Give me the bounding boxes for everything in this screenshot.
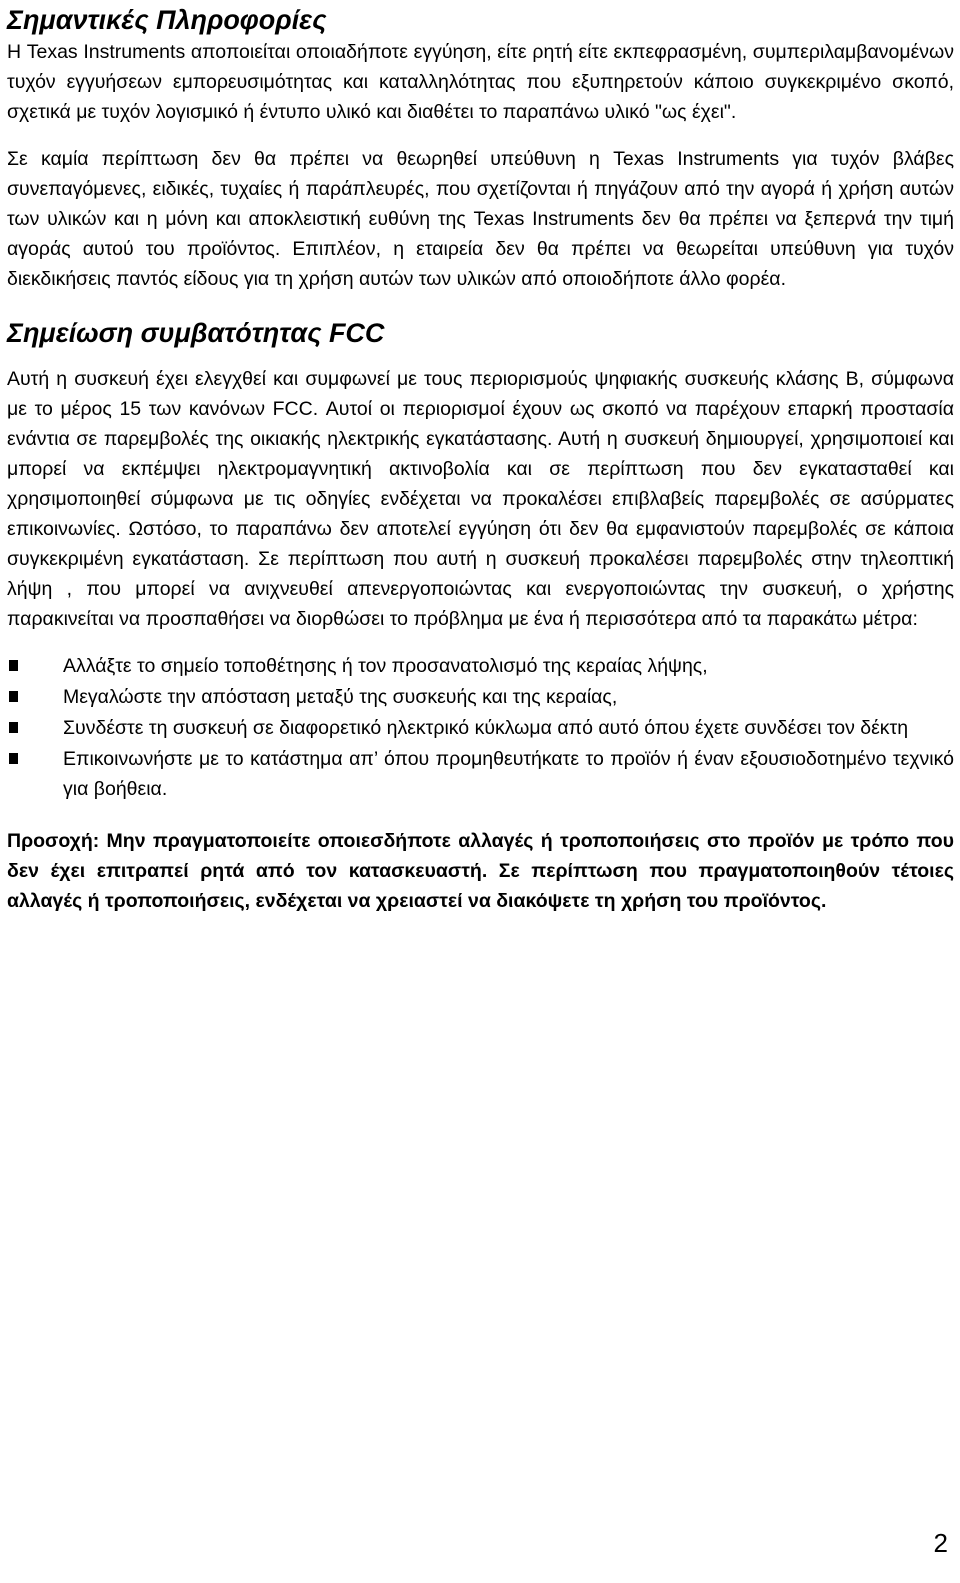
warning-paragraph: Προσοχή: Μην πραγματοποιείτε οποιεσδήποτε αλλαγές ή τροποποιήσεις στο προϊόν με τρόπο που δεν έχει επιτραπεί ρητά από τον κατασκευαστή. Σε περίπτωση που πραγματοποιηθούν τέτοιες αλλαγές ή τροποποιήσεις, ενδέχεται να χρειαστεί να διακόψετε τη χρήση του προϊόντος. bbox=[7, 830, 954, 912]
list-item bbox=[7, 744, 954, 804]
list-item bbox=[7, 651, 954, 681]
square-bullet-icon bbox=[9, 753, 18, 764]
fcc-paragraph: Αυτή η συσκευή έχει ελεγχθεί και συμφωνεί με τους περιορισμούς ψηφιακής συσκευής κλάσης B, σύμφωνα με το μέρος 15 των κανόνων FCC. Αυτοί οι περιορισμοί έχουν ως σκοπό να παρέχουν επαρκή προστασία ενάντια σε παρεμβολές της οικιακής ηλεκτρικής εγκατάστασης. Αυτή η συσκευή δημιουργεί, χρησιμοποιεί και μπορεί να εκπέμψει ηλεκτρομαγνητική ακτινοβολία και σε περίπτωση που δεν εγκατασταθεί και χρησιμοποιηθεί σύμφωνα με τις οδηγίες ενδέχεται να προκαλέσει επιβλαβείς παρεμβολές σε ασύρματες επικοινωνίες. Ωστόσο, το παραπάνω δεν αποτελεί εγγύηση ότι δεν θα εμφανιστούν παρεμβολές σε κάποια συγκεκριμένη εγκατάσταση. Σε περίπτωση που αυτή η συσκευή προκαλέσει παρεμβολές στην τηλεοπτική λήψη , που μπορεί να ανιχνευθεί απενεργοποιώντας και ενεργοποιώντας την συσκευή, ο χρήστης παρακινείται να προσπαθήσει να διορθώσει το πρόβλημα με ένα ή περισσότερα από τα παρακάτω μέτρα: bbox=[7, 368, 954, 630]
square-bullet-icon bbox=[9, 660, 18, 671]
section-title-fcc: Σημείωση συμβατότητας FCC bbox=[7, 318, 385, 348]
disclaimer-paragraph-1: Η Texas Instruments αποποιείται οποιαδήποτε εγγύηση, είτε ρητή είτε εκπεφρασμένη, συμπεριλαμβανομένων τυχόν εγγυήσεων εμπορευσιμότητας και καταλληλότητας που εξυπηρετούν κάποιο συγκεκριμένο σκοπό, σχετικά με τυχόν λογισμικό ή έντυπο υλικό και διαθέτει το παραπάνω υλικό "ως έχει". bbox=[7, 41, 954, 123]
list-item-text: Αλλάξτε το σημείο τοποθέτησης ή τον προσανατολισμό της κεραίας λήψης, bbox=[63, 655, 708, 677]
square-bullet-icon bbox=[9, 691, 18, 702]
list-item-text: Μεγαλώστε την απόσταση μεταξύ της συσκευής και της κεραίας, bbox=[63, 686, 618, 708]
section-title-important-info: Σημαντικές Πληροφορίες bbox=[7, 5, 327, 35]
square-bullet-icon bbox=[9, 722, 18, 733]
list-item-text: Συνδέστε τη συσκευή σε διαφορετικό ηλεκτρικό κύκλωμα από αυτό όπου έχετε συνδέσει τον δέκτη bbox=[63, 717, 909, 739]
disclaimer-paragraph-2: Σε καμία περίπτωση δεν θα πρέπει να θεωρηθεί υπεύθυνη η Texas Instruments για τυχόν βλάβες συνεπαγόμενες, ειδικές, τυχαίες ή παράπλευρές, που σχετίζονται ή πηγάζουν από την αγορά ή χρήση αυτών των υλικών και η μόνη και αποκλειστική ευθύνη της Texas Instruments δεν θα πρέπει να ξεπερνά την τιμή αγοράς αυτού του προϊόντος. Επιπλέον, η εταιρεία δεν θα πρέπει να θεωρείται υπεύθυνη για τυχόν διεκδικήσεις παντός είδους για τη χρήση αυτών των υλικών από οποιοδήποτε άλλο φορέα. bbox=[7, 148, 954, 290]
list-item-text: Επικοινωνήστε με το κατάστημα απ’ όπου προμηθευτήκατε το προϊόν ή έναν εξουσιοδοτημένο τεχνικό για βοήθεια. bbox=[63, 748, 954, 800]
list-item bbox=[7, 682, 954, 712]
page-number: 2 bbox=[933, 1528, 948, 1558]
fcc-measures-list bbox=[7, 651, 954, 804]
list-item bbox=[7, 713, 954, 743]
